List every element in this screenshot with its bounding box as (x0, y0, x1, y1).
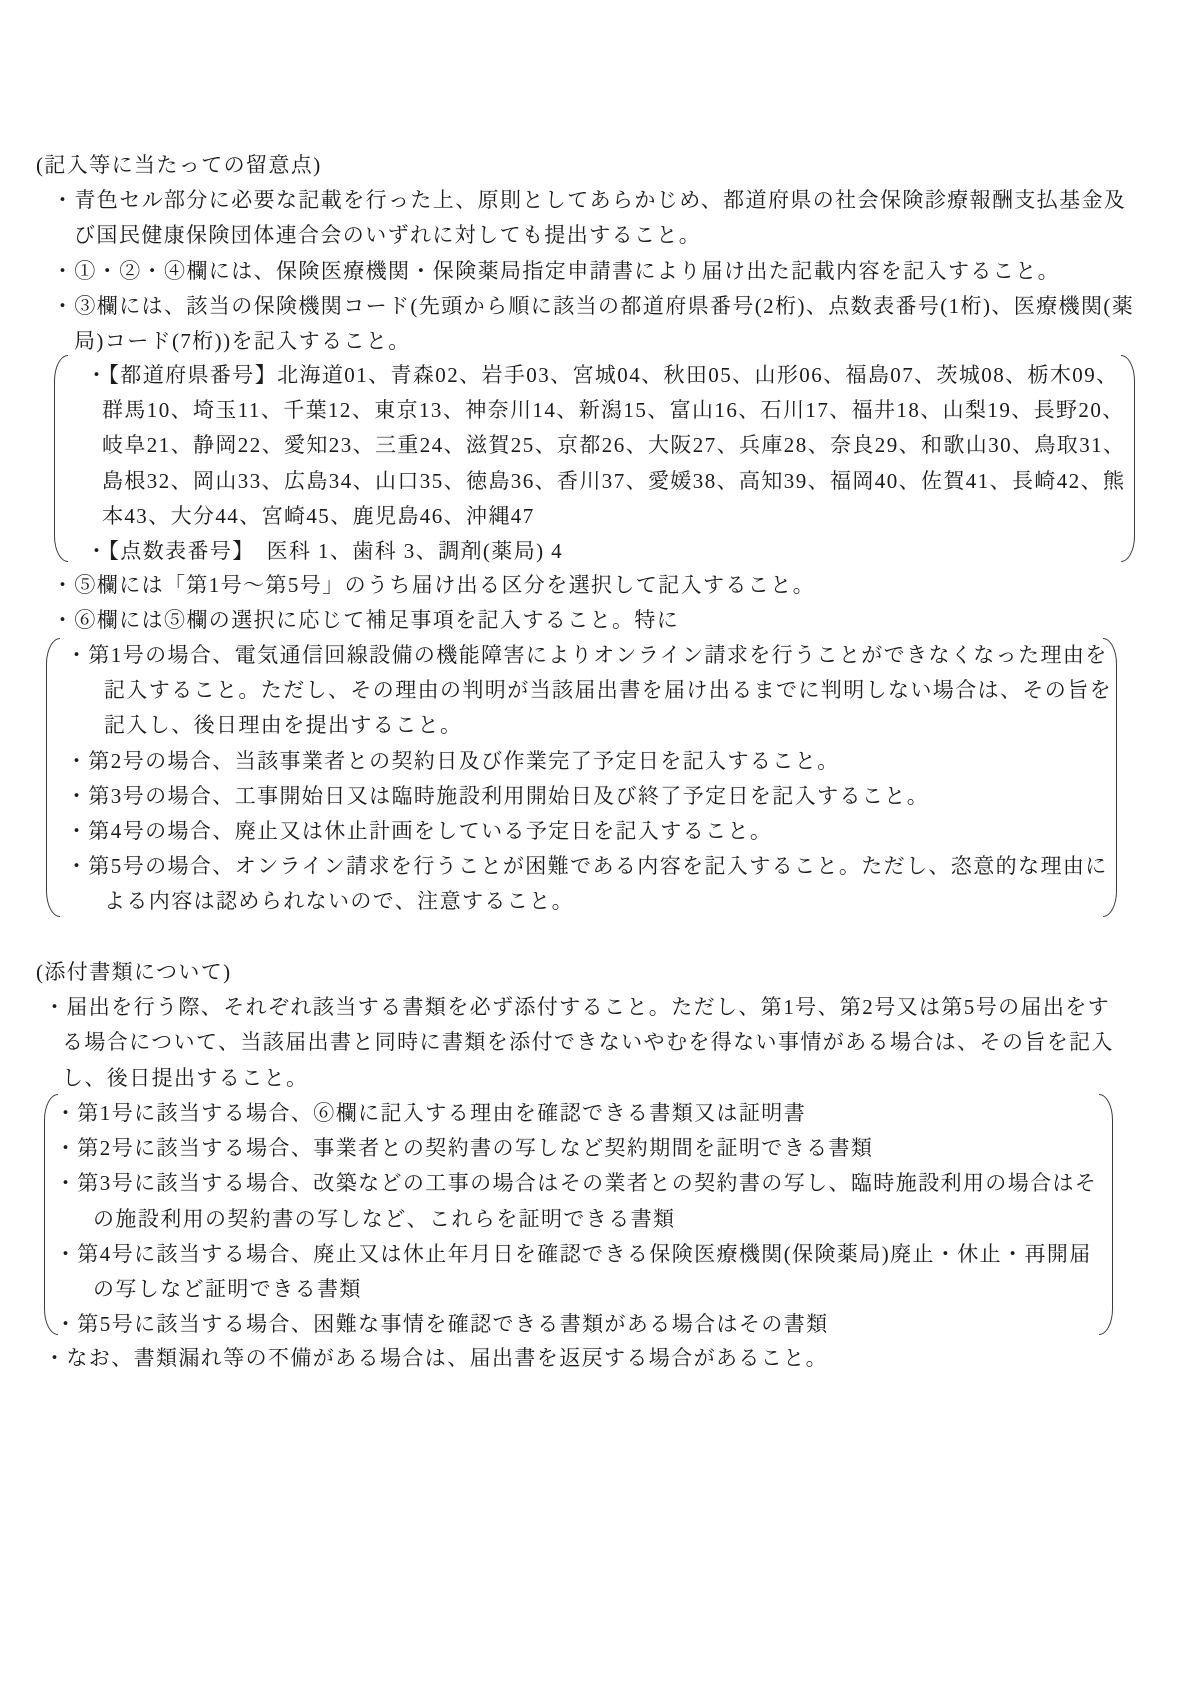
notes-section (0, 148, 1181, 359)
prefecture-code-box (0, 358, 1181, 569)
left-bracket (44, 1094, 58, 1335)
text-line: ・第2号の場合、当該事業者との契約日及び作業完了予定日を記入すること。 (66, 748, 840, 773)
text-line: ・①・②・④欄には、保険医療機関・保険薬局指定申請書により届け出た記載内容を記入すること。 (52, 258, 1060, 283)
right-bracket (1103, 638, 1117, 917)
text-line: ・届出を行う際、それぞれ該当する書類を必ず添付すること。ただし、第1号、第2号又は第5号の届出をす (44, 995, 1111, 1020)
notes-section-continued (0, 568, 1181, 638)
text-line: よる内容は認められないので、注意すること。 (104, 889, 574, 914)
text-line: ・第5号の場合、オンライン請求を行うことが困難である内容を記入すること。ただし、恣意的な理由に (66, 854, 1108, 879)
text-line: る場合について、当該届出書と同時に書類を添付できないやむを得ない事情がある場合は、その旨を記入 (62, 1030, 1114, 1055)
text-line: の写しなど証明できる書類 (93, 1276, 362, 1301)
text-line: ・⑥欄には⑤欄の選択に応じて補足事項を記入すること。特に (52, 608, 680, 633)
text-line: ・【都道府県番号】北海道01、青森02、岩手03、宮城04、秋田05、山形06、福島07、茨城08、栃木09、 (86, 363, 1119, 387)
text-line: ・なお、書類漏れ等の不備がある場合は、届出書を返戻する場合があること。 (44, 1346, 828, 1370)
text-line: ・第3号の場合、工事開始日又は臨時施設利用開始日及び終了予定日を記入すること。 (66, 783, 930, 808)
text-line: 本43、大分44、宮崎45、鹿児島46、沖縄47 (102, 503, 535, 528)
section-heading: (添付書類について) (36, 960, 232, 984)
text-line: ・第3号に該当する場合、改築などの工事の場合はその業者との契約書の写し、臨時施設利用の場合はそ (55, 1171, 1098, 1196)
text-line: ・③欄には、該当の保険機関コード(先頭から順に該当の都道府県番号(2桁)、点数表番号(1桁)、医療機関(薬 (52, 293, 1135, 318)
text-line: ・⑤欄には「第1号〜第5号」のうち届け出る区分を選択して記入すること。 (52, 573, 815, 597)
text-line: 局)コード(7桁))を記入すること。 (74, 328, 411, 353)
text-line: 記入すること。ただし、その理由の判明が当該届出書を届け出るまでに判明しない場合は、その旨を (104, 678, 1112, 703)
left-bracket (54, 355, 68, 562)
text-line: ・第4号に該当する場合、廃止又は休止年月日を確認できる保険医療機関(保険薬局)廃止・休止・再開届 (55, 1241, 1092, 1266)
case-detail-box (0, 638, 1181, 920)
text-line: 岐阜21、静岡22、愛知23、三重24、滋賀25、京都26、大阪27、兵庫28、奈良29、和歌山30、鳥取31、 (102, 433, 1126, 458)
text-line: ・【点数表番号】 医科 1、歯科 3、調剤(薬局) 4 (86, 538, 564, 563)
text-line: ・第1号の場合、電気通信回線設備の機能障害によりオンライン請求を行うことができなくなった理由を (66, 643, 1108, 667)
right-bracket (1099, 1094, 1113, 1335)
closing-note (0, 1341, 1181, 1376)
text-line: び国民健康保険団体連合会のいずれに対しても提出すること。 (74, 223, 702, 248)
text-line: ・青色セル部分に必要な記載を行った上、原則としてあらかじめ、都道府県の社会保険診療報酬支払基金及 (52, 188, 1127, 213)
text-line: 記入し、後日理由を提出すること。 (104, 713, 463, 738)
right-bracket (1121, 355, 1135, 562)
section-heading: (記入等に当たっての留意点) (36, 153, 322, 177)
text-line: ・第4号の場合、廃止又は休止計画をしている予定日を記入すること。 (66, 818, 773, 843)
text-line: ・第2号に該当する場合、事業者との契約書の写しなど契約期間を証明できる書類 (55, 1136, 874, 1161)
text-line: ・第5号に該当する場合、困難な事情を確認できる書類がある場合はその書類 (55, 1312, 829, 1337)
text-line: 群馬10、埼玉11、千葉12、東京13、神奈川14、新潟15、富山16、石川17、福井18、山梨19、長野20、 (102, 398, 1125, 423)
text-line: の施設利用の契約書の写しなど、これらを証明できる書類 (93, 1206, 676, 1231)
text-line: 島根32、岡山33、広島34、山口35、徳島36、香川37、愛媛38、高知39、福岡40、佐賀41、長崎42、熊 (102, 468, 1126, 493)
text-line: ・第1号に該当する場合、⑥欄に記入する理由を確認できる書類又は証明書 (55, 1101, 807, 1125)
left-bracket (46, 638, 60, 917)
attachments-section (0, 955, 1181, 1096)
text-line: し、後日提出すること。 (62, 1065, 309, 1090)
attachment-documents-box (0, 1096, 1181, 1342)
